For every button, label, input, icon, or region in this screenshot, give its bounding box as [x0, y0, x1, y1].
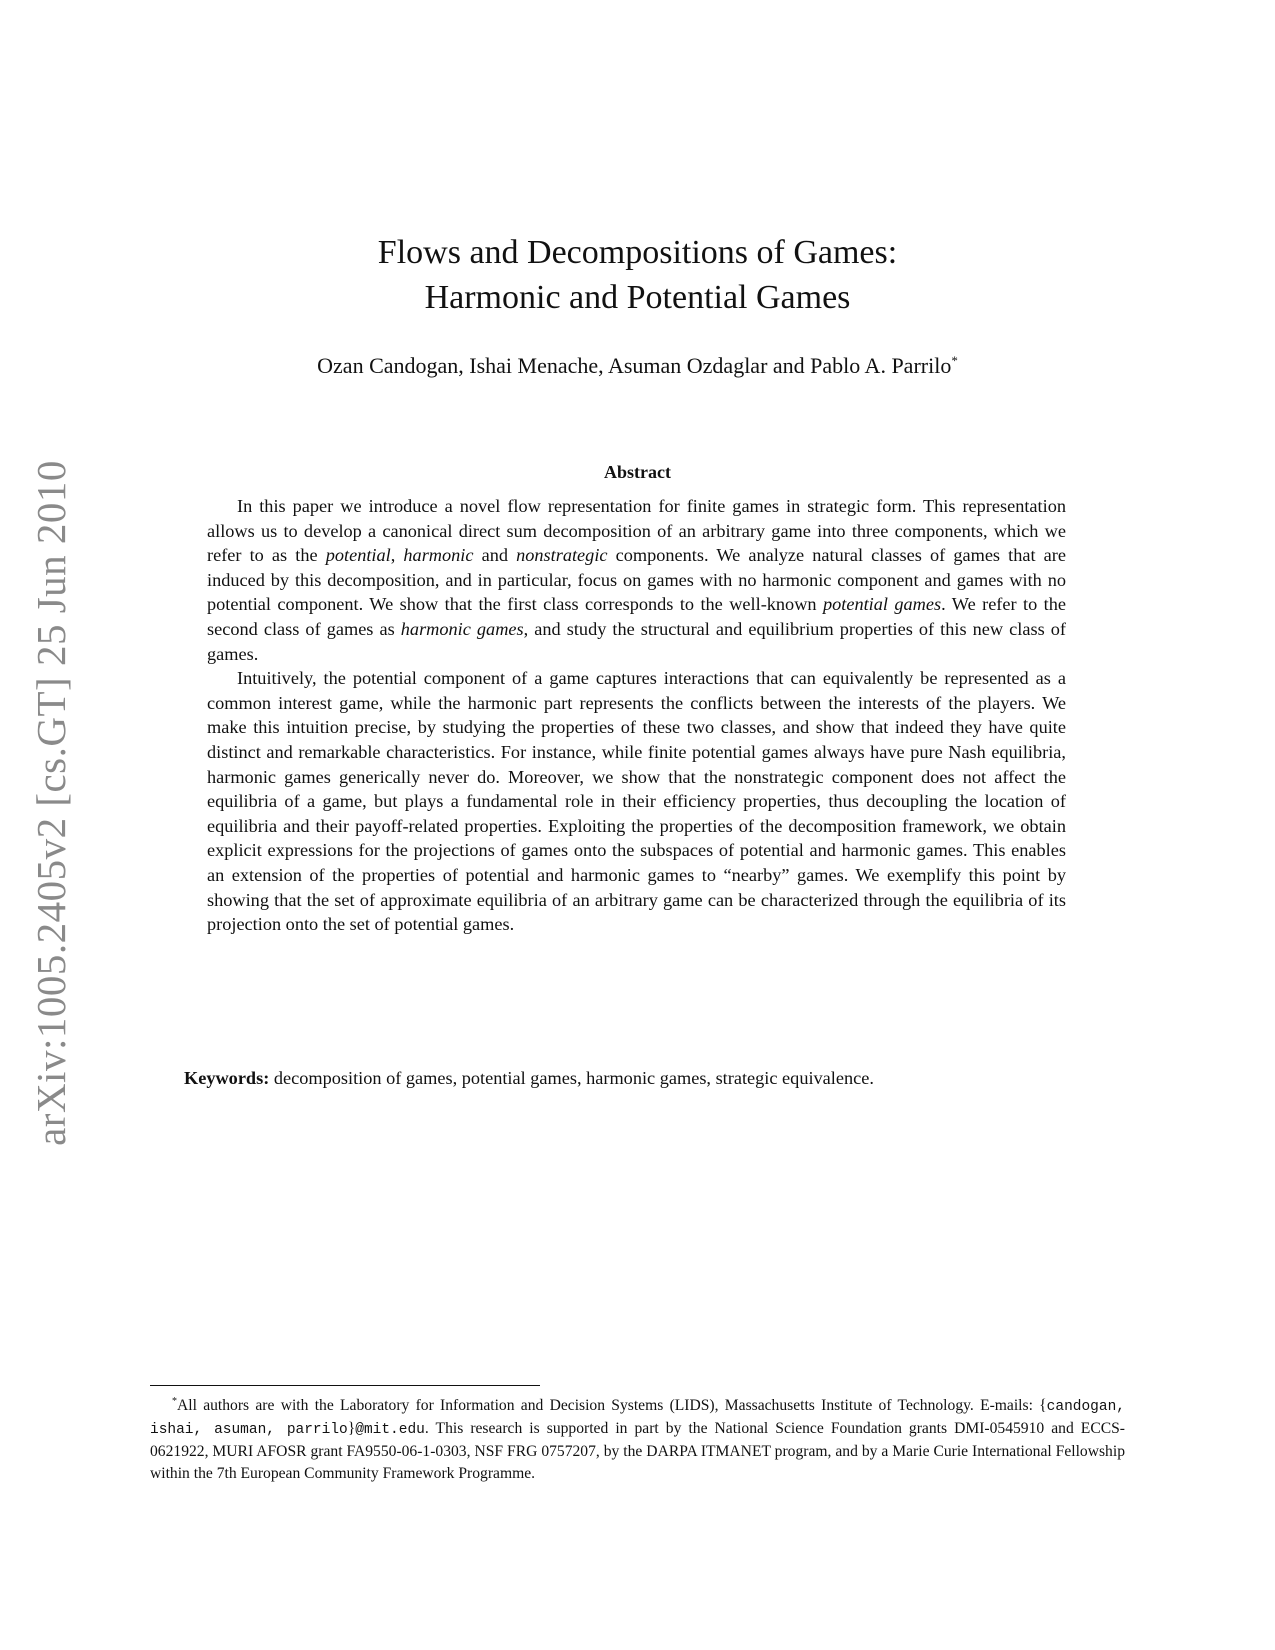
term-nonstrategic: nonstrategic	[516, 545, 608, 566]
abstract-text: In this paper we introduce a novel flow representation for finite games in strategic form. This representation allows us to develop a canonical direct sum decomposition of an arbitrary game into three components, which we refer to as the	[207, 496, 1066, 566]
footnote-email-names: candogan, ishai, asuman, parrilo	[150, 1399, 1125, 1438]
term-potential: potential	[325, 545, 391, 566]
arxiv-stamp-text: arXiv:1005.2405v2 [cs.GT] 25 Jun 2010	[28, 459, 74, 1146]
footnote-text: . This research is supported in part by the National Science Foundation grants DMI-0545910 and ECCS-0621922, MURI AFOSR grant FA9550-06-1-0303, NSF FRG 0757207, by the DARPA ITMANET program, and by a Marie Curie International Fellowship within the 7th European Community Framework Programme.	[150, 1420, 1125, 1482]
term-harmonic-games: harmonic games	[400, 618, 524, 639]
abstract-paragraph-1	[207, 494, 1066, 666]
footnote-paragraph	[150, 1391, 1125, 1485]
title-line-2: Harmonic and Potential Games	[424, 279, 851, 316]
abstract-text: and	[473, 545, 517, 566]
paper-title	[0, 230, 1275, 320]
footnote-text: }	[347, 1420, 356, 1437]
arxiv-identifier-stamp	[28, 450, 74, 1155]
keywords-label: Keywords:	[184, 1068, 270, 1088]
term-harmonic: harmonic	[403, 545, 474, 566]
title-line-1: Flows and Decompositions of Games:	[377, 234, 898, 271]
abstract-paragraph-2: Intuitively, the potential component of a game captures interactions that can equivalently be represented as a common interest game, while the harmonic part represents the conflicts between the interests of the players. We make this intuition precise, by studying the properties of these two classes, and show that indeed they have quite distinct and remarkable characteristics. For instance, while finite potential games always have pure Nash equilibria, harmonic games generically never do. Moreover, we show that the nonstrategic component does not affect the equilibria of a game, but plays a fundamental role in their efficiency properties, thus decoupling the location of equilibria and their payoff-related properties. Exploiting the properties of the decomposition framework, we obtain explicit expressions for the projections of games onto the subspaces of potential and harmonic games. This enables an extension of the properties of potential and harmonic games to “nearby” games. We exemplify this point by showing that the set of approximate equilibria of an arbitrary game can be characterized through the equilibria of its projection onto the set of potential games.	[207, 668, 1066, 935]
footnote-email-domain: @mit.edu	[355, 1422, 425, 1438]
footnote-mark: *	[172, 1396, 177, 1407]
footnote-text: All authors are with the Laboratory for Information and Decision Systems (LIDS), Massachusetts Institute of Technology. E-mails: {	[177, 1397, 1047, 1414]
abstract-heading: Abstract	[604, 462, 671, 482]
author-list	[0, 347, 1275, 380]
abstract-text: . We refer to the second class of games as	[207, 594, 1066, 639]
keywords-text: decomposition of games, potential games, harmonic games, strategic equivalence.	[269, 1068, 874, 1088]
abstract-text: components. We analyze natural classes of games that are induced by this decomposition, and in particular, focus on games with no harmonic component and games with no potential component. We show that the first class corresponds to the well-known	[207, 545, 1066, 615]
term-potential-games: potential games	[822, 594, 942, 615]
author-footnote-mark: *	[951, 353, 958, 368]
footnote-divider	[150, 1385, 540, 1386]
keywords	[184, 1066, 1124, 1090]
author-names: Ozan Candogan, Ishai Menache, Asuman Ozdaglar and Pablo A. Parrilo	[317, 353, 952, 378]
footnote	[150, 1391, 1125, 1485]
abstract-text: ,	[390, 545, 404, 566]
abstract-text: , and study the structural and equilibrium properties of this new class of games.	[207, 618, 1067, 664]
abstract-body	[207, 494, 1066, 937]
